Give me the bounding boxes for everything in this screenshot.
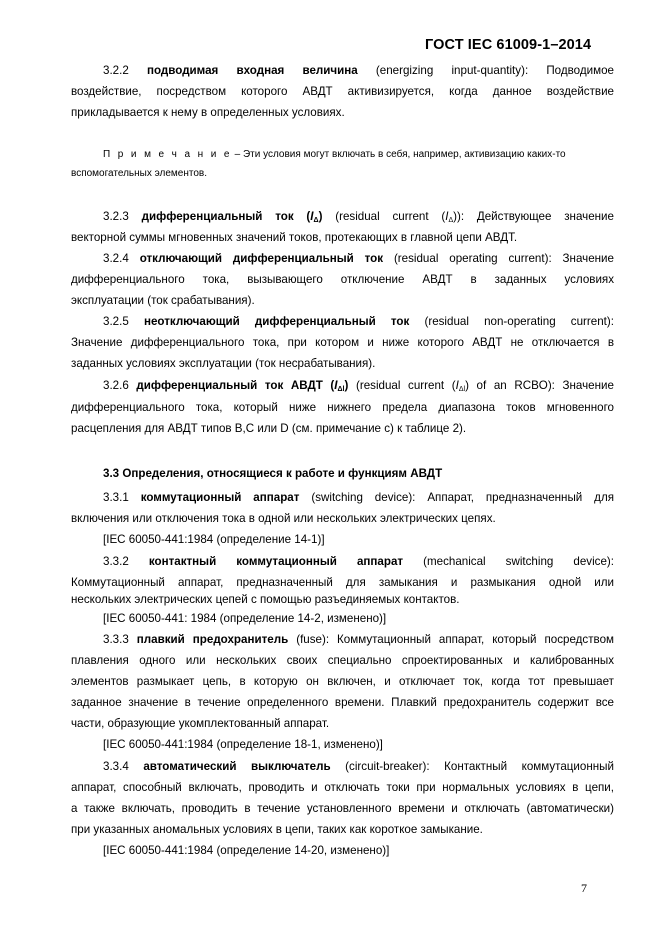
p325-line3: заданных условиях эксплуатации (ток несрабатывания). [71,357,376,370]
p323-sym-i: I [310,210,314,223]
p332-rest: (mechanical switching device): [423,555,614,568]
note-line1 [103,147,614,162]
p323-sym-sub: Δ [313,217,319,224]
p322-line1 [103,63,614,78]
p334-line3: а также включать, проводить в течение установленного времени и отключать (автоматически) [71,802,614,815]
p331-reference: [IEC 60050-441:1984 (определение 14-1)] [103,533,325,546]
p324-line1 [103,251,614,266]
p332-line3: нескольких электрических цепей с помощью разъединяемых контактов. [71,593,460,606]
p324-term: отключающий дифференциальный ток [139,252,384,265]
p325-line2: Значение дифференциального тока, при котором и ниже которого АВДТ не отключается в [71,336,614,349]
page-number: 7 [581,881,587,895]
p325-term: неотключающий дифференциальный ток [143,315,410,328]
p333-rest: (fuse): Коммутационный аппарат, который посредством [296,633,614,646]
p332-reference: [IEC 60050-441: 1984 (определение 14-2, изменено)] [103,612,387,625]
p334-rest: (circuit-breaker): Контактный коммутационный [345,760,614,773]
p322-rest: (energizing input-quantity): Подводимое [375,64,614,77]
section-3-3-heading: 3.3 Определения, относящиеся к работе и функциям АВДТ [103,467,443,480]
p334-term: автоматический выключатель [143,760,331,773]
p332-line2: Коммутационный аппарат, предназначенный для замыкания и размыкания одной или [71,576,614,589]
p322-num: 3.2.2 [103,64,129,77]
p323-line1 [103,209,614,224]
note-line2: вспомогательных элементов. [71,168,207,179]
p334-reference: [IEC 60050-441:1984 (определение 14-20, изменено)] [103,844,390,857]
note-text: – Эти условия могут включать в себя, например, активизацию каких-то [231,149,566,160]
p326-symbol [330,379,348,392]
p334-num: 3.3.4 [103,760,129,773]
p323-english [335,210,614,223]
p323-en-open: (residual current ( [335,210,446,223]
p326-sym-close: ) [344,379,349,392]
p324-line2: дифференциального тока, вызывающего отключение АВДТ в заданных условиях [71,273,614,286]
p326-sym-i: I [334,379,338,392]
p326-line3: расцепления для АВДТ типов B,C или D (см. примечание с) к таблице 2). [71,422,467,435]
p334-line1 [103,759,614,774]
p331-rest: (switching device): Аппарат, предназначенный для [311,491,614,504]
p325-num: 3.2.5 [103,315,129,328]
p326-en-sub: Δl [458,386,466,393]
p333-line3: элементов размыкает цепь, в которую он включен, и отключает ток, когда тот превышает [71,675,614,688]
p326-en-open: (residual current ( [355,379,456,392]
p332-line1 [103,554,614,569]
p323-symbol [306,210,322,223]
p326-num: 3.2.6 [103,379,129,392]
p323-num: 3.2.3 [103,210,129,223]
p331-num: 3.3.1 [103,491,129,504]
p332-num: 3.3.2 [103,555,129,568]
p323-en-close: )): Действующее значение [453,210,614,223]
p323-term: дифференциальный ток [141,210,294,223]
p324-num: 3.2.4 [103,252,129,265]
p326-en-i: I [455,379,459,392]
p323-en-i: I [445,210,449,223]
p334-line4: при указанных аномальных условиях в цепи, таких как короткое замыкание. [71,823,483,836]
document-header: ГОСТ IEC 61009-1–2014 [425,37,592,53]
p326-en-close: ) of an RCBO): Значение [465,379,614,392]
p333-term: плавкий предохранитель [136,633,289,646]
p322-term: подводимая входная величина [147,64,358,77]
p333-num: 3.3.3 [103,633,129,646]
p326-line2: дифференциального тока, который ниже нижнего предела диапазона токов мгновенного [71,401,614,414]
p331-line2: включения или отключения тока в одной или нескольких электрических цепях. [71,512,496,525]
p323-line2: векторной суммы мгновенных значений токов, протекающих в главной цепи АВДТ. [71,231,518,244]
p326-sym-sub: Δl [337,386,345,393]
p333-line5: части, образующие укомплектованный аппарат. [71,717,330,730]
p331-line1 [103,490,614,505]
p324-line3: эксплуатации (ток срабатывания). [71,294,255,307]
p333-line1 [103,632,614,647]
p326-english [356,379,614,392]
p331-term: коммутационный аппарат [140,491,300,504]
p333-reference: [IEC 60050-441:1984 (определение 18-1, изменено)] [103,738,383,751]
p334-line2: аппарат, способный включать, проводить и отключать токи при нормальных условиях в цепи, [71,781,614,794]
p323-sym-close: ) [318,210,323,223]
p326-line1 [103,378,614,393]
p325-rest: (residual non-operating current): [424,315,614,328]
p326-sym-open: ( [330,379,335,392]
p323-en-sub: Δ [448,217,454,224]
p333-line2: плавления одного или нескольких своих специально спроектированных и калиброванных [71,654,614,667]
p322-line2: воздействие, посредством которого АВДТ активизируется, когда данное воздействие [71,85,614,98]
note-label: П р и м е ч а н и е [103,149,232,160]
p326-term: дифференциальный ток АВДТ [136,379,323,392]
p333-line4: заданное значение в течение определенного времени. Плавкий предохранитель содержит все [71,696,614,709]
p323-sym-open: ( [306,210,311,223]
p324-rest: (residual operating current): Значение [393,252,614,265]
p325-line1 [103,314,614,329]
p332-term: контактный коммутационный аппарат [148,555,404,568]
p322-line3: прикладывается к нему в определенных условиях. [71,106,345,119]
